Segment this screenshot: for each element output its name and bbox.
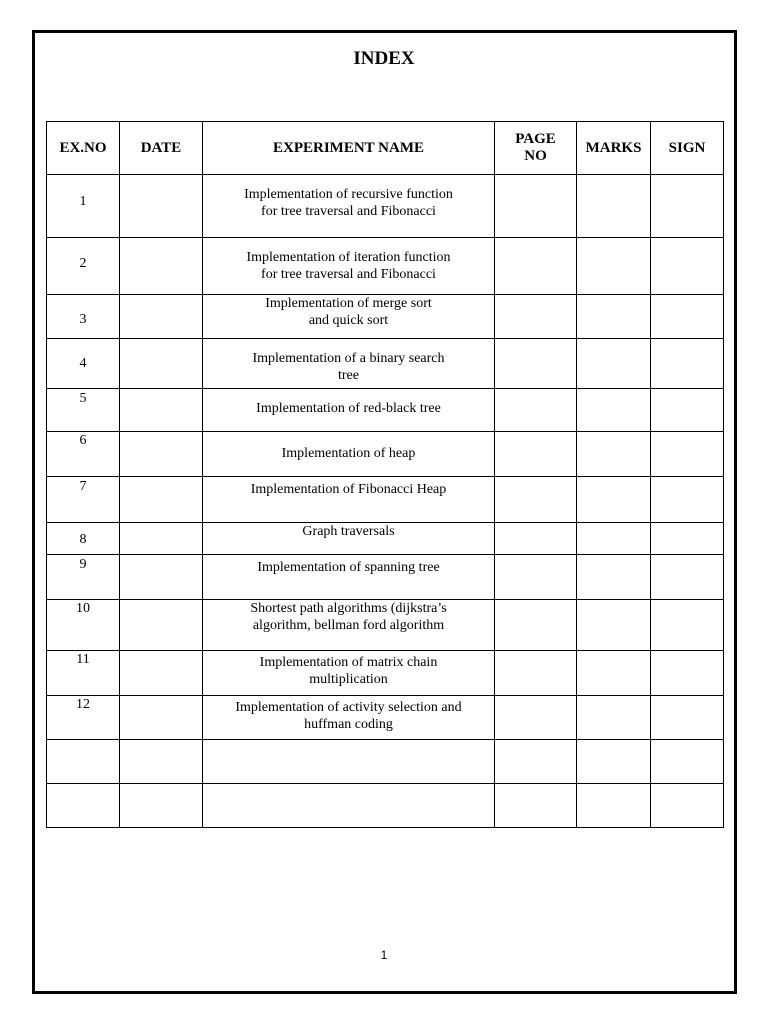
experiment-name-cell xyxy=(203,477,495,523)
experiment-name-line: for tree traversal and Fibonacci xyxy=(261,204,436,219)
sign-cell xyxy=(651,477,724,523)
sign-cell xyxy=(651,600,724,651)
ex-no-cell: 5 xyxy=(47,389,120,432)
ex-no-cell: 2 xyxy=(47,238,120,295)
page-no-cell xyxy=(495,339,577,389)
date-cell xyxy=(120,784,203,828)
experiment-name-line: Implementation of a binary search xyxy=(252,351,445,366)
experiment-name-line: Implementation of Fibonacci Heap xyxy=(250,482,447,497)
marks-cell xyxy=(577,295,651,339)
experiment-name-cell xyxy=(203,651,495,696)
experiment-name-cell xyxy=(203,784,495,828)
header-ex-no: EX.NO xyxy=(47,122,120,175)
table-row xyxy=(47,600,724,651)
header-page-no: PAGE NO xyxy=(495,122,577,175)
date-cell xyxy=(120,600,203,651)
header-marks: MARKS xyxy=(577,122,651,175)
ex-no-cell: 6 xyxy=(47,432,120,477)
ex-no-cell: 10 xyxy=(47,600,120,651)
ex-no-cell: 11 xyxy=(47,651,120,696)
sign-cell xyxy=(651,339,724,389)
marks-cell xyxy=(577,238,651,295)
experiment-name-cell xyxy=(203,555,495,600)
table-row xyxy=(47,175,724,238)
sign-cell xyxy=(651,523,724,555)
table-row xyxy=(47,740,724,784)
ex-no-cell: 3 xyxy=(47,295,120,339)
table-row xyxy=(47,389,724,432)
ex-no-cell: 7 xyxy=(47,477,120,523)
experiment-name-line: algorithm, bellman ford algorithm xyxy=(252,618,445,633)
page-no-cell xyxy=(495,555,577,600)
page-no-cell xyxy=(495,651,577,696)
experiment-name-line: Implementation of merge sort xyxy=(265,296,432,311)
date-cell xyxy=(120,238,203,295)
experiment-name-cell xyxy=(203,238,495,295)
ex-no-cell: 12 xyxy=(47,696,120,740)
page-no-cell xyxy=(495,477,577,523)
date-cell xyxy=(120,555,203,600)
ex-no-cell: 1 xyxy=(47,175,120,238)
table-row xyxy=(47,696,724,740)
experiment-name-line: tree xyxy=(338,368,359,383)
table-row xyxy=(47,432,724,477)
sign-cell xyxy=(651,555,724,600)
marks-cell xyxy=(577,784,651,828)
marks-cell xyxy=(577,523,651,555)
marks-cell xyxy=(577,389,651,432)
experiment-name-line: Implementation of recursive function xyxy=(244,187,453,202)
page-no-cell xyxy=(495,432,577,477)
sign-cell xyxy=(651,696,724,740)
marks-cell xyxy=(577,740,651,784)
date-cell xyxy=(120,477,203,523)
marks-cell xyxy=(577,432,651,477)
sign-cell xyxy=(651,432,724,477)
date-cell xyxy=(120,696,203,740)
sign-cell xyxy=(651,740,724,784)
experiment-name-line: and quick sort xyxy=(308,313,389,328)
page-no-cell xyxy=(495,696,577,740)
ex-no-cell: 9 xyxy=(47,555,120,600)
sign-cell xyxy=(651,175,724,238)
date-cell xyxy=(120,523,203,555)
experiment-name-line: Implementation of red-black tree xyxy=(256,401,441,416)
date-cell xyxy=(120,740,203,784)
marks-cell xyxy=(577,477,651,523)
date-cell xyxy=(120,339,203,389)
marks-cell xyxy=(577,175,651,238)
table-row xyxy=(47,651,724,696)
header-date: DATE xyxy=(120,122,203,175)
page-no-cell xyxy=(495,740,577,784)
table-row xyxy=(47,523,724,555)
experiment-name-line: Graph traversals xyxy=(302,524,395,539)
page-number: 1 xyxy=(380,948,388,962)
sign-cell xyxy=(651,238,724,295)
experiment-name-line: Implementation of matrix chain xyxy=(259,655,438,670)
ex-no-cell xyxy=(47,740,120,784)
experiment-name-cell xyxy=(203,696,495,740)
table-row xyxy=(47,295,724,339)
experiment-name-cell xyxy=(203,432,495,477)
marks-cell xyxy=(577,339,651,389)
page-no-cell xyxy=(495,523,577,555)
experiment-name-cell xyxy=(203,389,495,432)
table-row xyxy=(47,784,724,828)
header-sign: SIGN xyxy=(651,122,724,175)
experiment-name-cell xyxy=(203,523,495,555)
ex-no-cell: 8 xyxy=(47,523,120,555)
page-no-cell xyxy=(495,389,577,432)
page-no-cell xyxy=(495,238,577,295)
experiment-name-cell xyxy=(203,740,495,784)
experiment-name-line: huffman coding xyxy=(304,717,393,732)
experiment-name-line: for tree traversal and Fibonacci xyxy=(261,267,436,282)
date-cell xyxy=(120,651,203,696)
ex-no-cell: 4 xyxy=(47,339,120,389)
date-cell xyxy=(120,295,203,339)
table-row xyxy=(47,477,724,523)
table-header-row xyxy=(47,122,724,175)
marks-cell xyxy=(577,600,651,651)
sign-cell xyxy=(651,651,724,696)
table-row xyxy=(47,238,724,295)
experiment-name-line: Shortest path algorithms (dijkstra’s xyxy=(250,601,447,616)
date-cell xyxy=(120,389,203,432)
experiment-name-line: Implementation of activity selection and xyxy=(235,700,462,715)
ex-no-cell xyxy=(47,784,120,828)
date-cell xyxy=(120,175,203,238)
experiment-name-line: Implementation of spanning tree xyxy=(257,560,440,575)
index-table xyxy=(46,121,724,828)
date-cell xyxy=(120,432,203,477)
marks-cell xyxy=(577,651,651,696)
experiment-name-cell xyxy=(203,339,495,389)
marks-cell xyxy=(577,696,651,740)
experiment-name-line: multiplication xyxy=(309,672,388,687)
table-row xyxy=(47,555,724,600)
experiment-name-cell xyxy=(203,600,495,651)
page-no-cell xyxy=(495,295,577,339)
experiment-name-cell xyxy=(203,295,495,339)
header-experiment-name: EXPERIMENT NAME xyxy=(203,122,495,175)
page-title: INDEX xyxy=(353,48,415,69)
experiment-name-line: Implementation of heap xyxy=(281,446,416,461)
page-no-cell xyxy=(495,175,577,238)
page-no-cell xyxy=(495,784,577,828)
experiment-name-cell xyxy=(203,175,495,238)
sign-cell xyxy=(651,389,724,432)
experiment-name-line: Implementation of iteration function xyxy=(246,250,451,265)
sign-cell xyxy=(651,295,724,339)
table-row xyxy=(47,339,724,389)
marks-cell xyxy=(577,555,651,600)
sign-cell xyxy=(651,784,724,828)
page-no-cell xyxy=(495,600,577,651)
